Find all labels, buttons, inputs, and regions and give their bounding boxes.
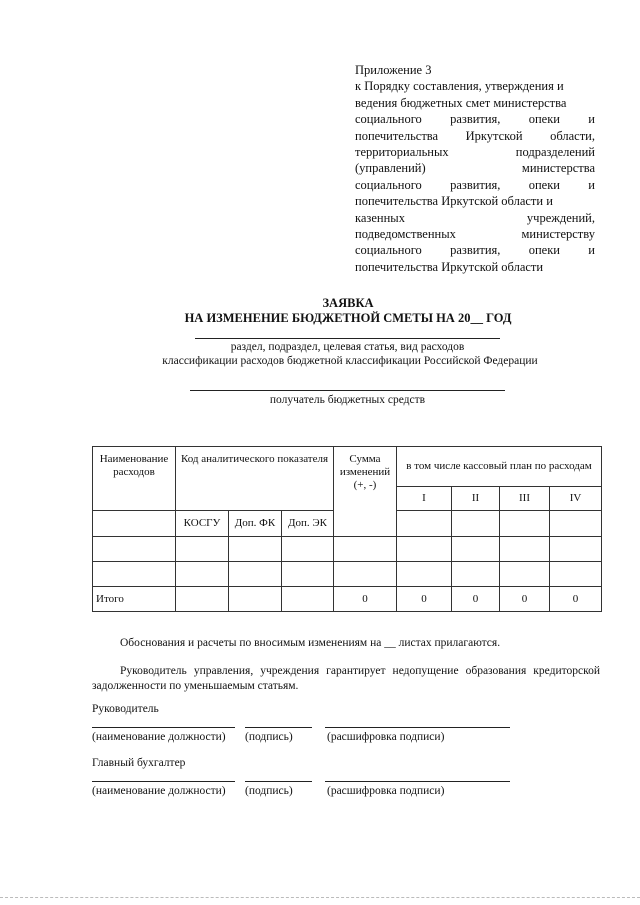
total-sum: 0	[334, 587, 397, 612]
appendix-word: Приложение 3	[355, 63, 432, 77]
classification-caption-2: классификации расходов бюджетной классификации Российской Федерации	[162, 355, 538, 367]
appendix-word: социального	[355, 243, 422, 258]
appendix-word: министерству	[521, 227, 595, 242]
accountant-label: Главный бухгалтер	[92, 757, 186, 769]
table-cell	[500, 511, 550, 537]
document-title: ЗАЯВКА	[322, 296, 374, 310]
appendix-line	[355, 242, 595, 258]
page-bottom-divider	[0, 897, 640, 898]
accountant-position-caption: (наименование должности)	[92, 785, 226, 797]
total-q2: 0	[452, 587, 500, 612]
head-position-caption: (наименование должности)	[92, 731, 226, 743]
header-change-sum: Сумма изменений (+, -)	[334, 447, 397, 537]
document-subtitle: НА ИЗМЕНЕНИЕ БЮДЖЕТНОЙ СМЕТЫ НА 20__ ГОД	[184, 311, 512, 325]
accountant-decoding-line	[325, 781, 510, 782]
appendix-word: министерства	[521, 161, 595, 176]
total-row	[93, 587, 602, 612]
table-row	[93, 537, 602, 562]
appendix-word: области,	[550, 128, 595, 143]
quarter-2: II	[452, 487, 500, 511]
classification-underline	[195, 338, 500, 339]
accountant-position-line	[92, 781, 235, 782]
recipient-caption: получатель бюджетных средств	[269, 394, 426, 406]
total-q1: 0	[397, 587, 452, 612]
appendix-word: и	[588, 243, 595, 258]
appendix-word: социального	[355, 177, 422, 192]
appendix-word: учреждений,	[526, 210, 595, 225]
appendix-line	[355, 193, 595, 209]
appendix-word: к Порядку составления, утверждения и	[355, 79, 564, 94]
appendix-word: попечительства Иркутской области и	[355, 194, 553, 209]
header-dop-ek: Доп. ЭК	[282, 511, 334, 537]
appendix-word: подразделений	[515, 145, 595, 160]
appendix-word: ведения бюджетных смет министерства	[355, 95, 567, 110]
appendix-line	[355, 259, 595, 275]
appendix-line	[355, 78, 595, 94]
appendix-line	[355, 226, 595, 242]
head-signature-caption: (подпись)	[245, 731, 293, 743]
table-cell	[397, 511, 452, 537]
appendix-line	[355, 177, 595, 193]
accountant-signature-line	[245, 781, 312, 782]
quarter-3: III	[500, 487, 550, 511]
appendix-word: казенных	[355, 210, 405, 225]
appendix-word: развития,	[450, 177, 501, 192]
accountant-signature-caption: (подпись)	[245, 785, 293, 797]
header-cash-plan: в том числе кассовый план по расходам	[397, 447, 602, 487]
appendix-word: подведомственных	[355, 227, 456, 242]
appendix-word: попечительства Иркутской области	[355, 259, 544, 274]
appendix-word: территориальных	[355, 145, 449, 160]
header-dop-fk: Доп. ФК	[229, 511, 282, 537]
total-q4: 0	[550, 587, 602, 612]
appendix-line	[355, 210, 595, 226]
table-cell	[550, 511, 602, 537]
head-decoding-line	[325, 727, 510, 728]
appendix-line	[355, 128, 595, 144]
appendix-line	[355, 95, 595, 111]
appendix-word: развития,	[450, 243, 501, 258]
head-label: Руководитель	[92, 703, 159, 715]
header-kosgu: КОСГУ	[176, 511, 229, 537]
appendix-word: опеки	[528, 177, 560, 192]
head-position-line	[92, 727, 235, 728]
budget-change-table	[92, 446, 602, 612]
appendix-line	[355, 160, 595, 176]
header-analytic-code: Код аналитического показателя	[176, 447, 334, 511]
appendix-word: Иркутской	[465, 128, 523, 143]
appendix-word: опеки	[528, 243, 560, 258]
total-q3: 0	[500, 587, 550, 612]
appendix-line	[355, 111, 595, 127]
table-row	[93, 562, 602, 587]
appendix-line	[355, 144, 595, 160]
appendix-header	[355, 62, 595, 275]
header-expense-name: Наименование расходов	[93, 447, 176, 511]
head-decoding-caption: (расшифровка подписи)	[327, 731, 445, 743]
appendix-word: (управлений)	[355, 161, 426, 176]
quarter-1: I	[397, 487, 452, 511]
table-cell	[452, 511, 500, 537]
total-label: Итого	[93, 587, 176, 612]
appendix-word: социального	[355, 112, 422, 127]
appendix-word: и	[588, 112, 595, 127]
accountant-decoding-caption: (расшифровка подписи)	[327, 785, 445, 797]
quarter-4: IV	[550, 487, 602, 511]
appendix-line	[355, 62, 595, 78]
justification-text: Обоснования и расчеты по вносимым изменениям на __ листах прилагаются.	[120, 637, 501, 649]
table-cell	[93, 511, 176, 537]
classification-caption-1: раздел, подраздел, целевая статья, вид расходов	[230, 341, 465, 353]
appendix-word: попечительства	[355, 128, 439, 143]
head-signature-line	[245, 727, 312, 728]
appendix-word: развития,	[450, 112, 501, 127]
guarantee-text: Руководитель управления, учреждения гарантирует недопущение образования кредиторской задолженности по уменьшаемым статьям.	[92, 665, 600, 692]
appendix-word: опеки	[528, 112, 560, 127]
recipient-underline	[190, 390, 505, 391]
appendix-word: и	[588, 177, 595, 192]
